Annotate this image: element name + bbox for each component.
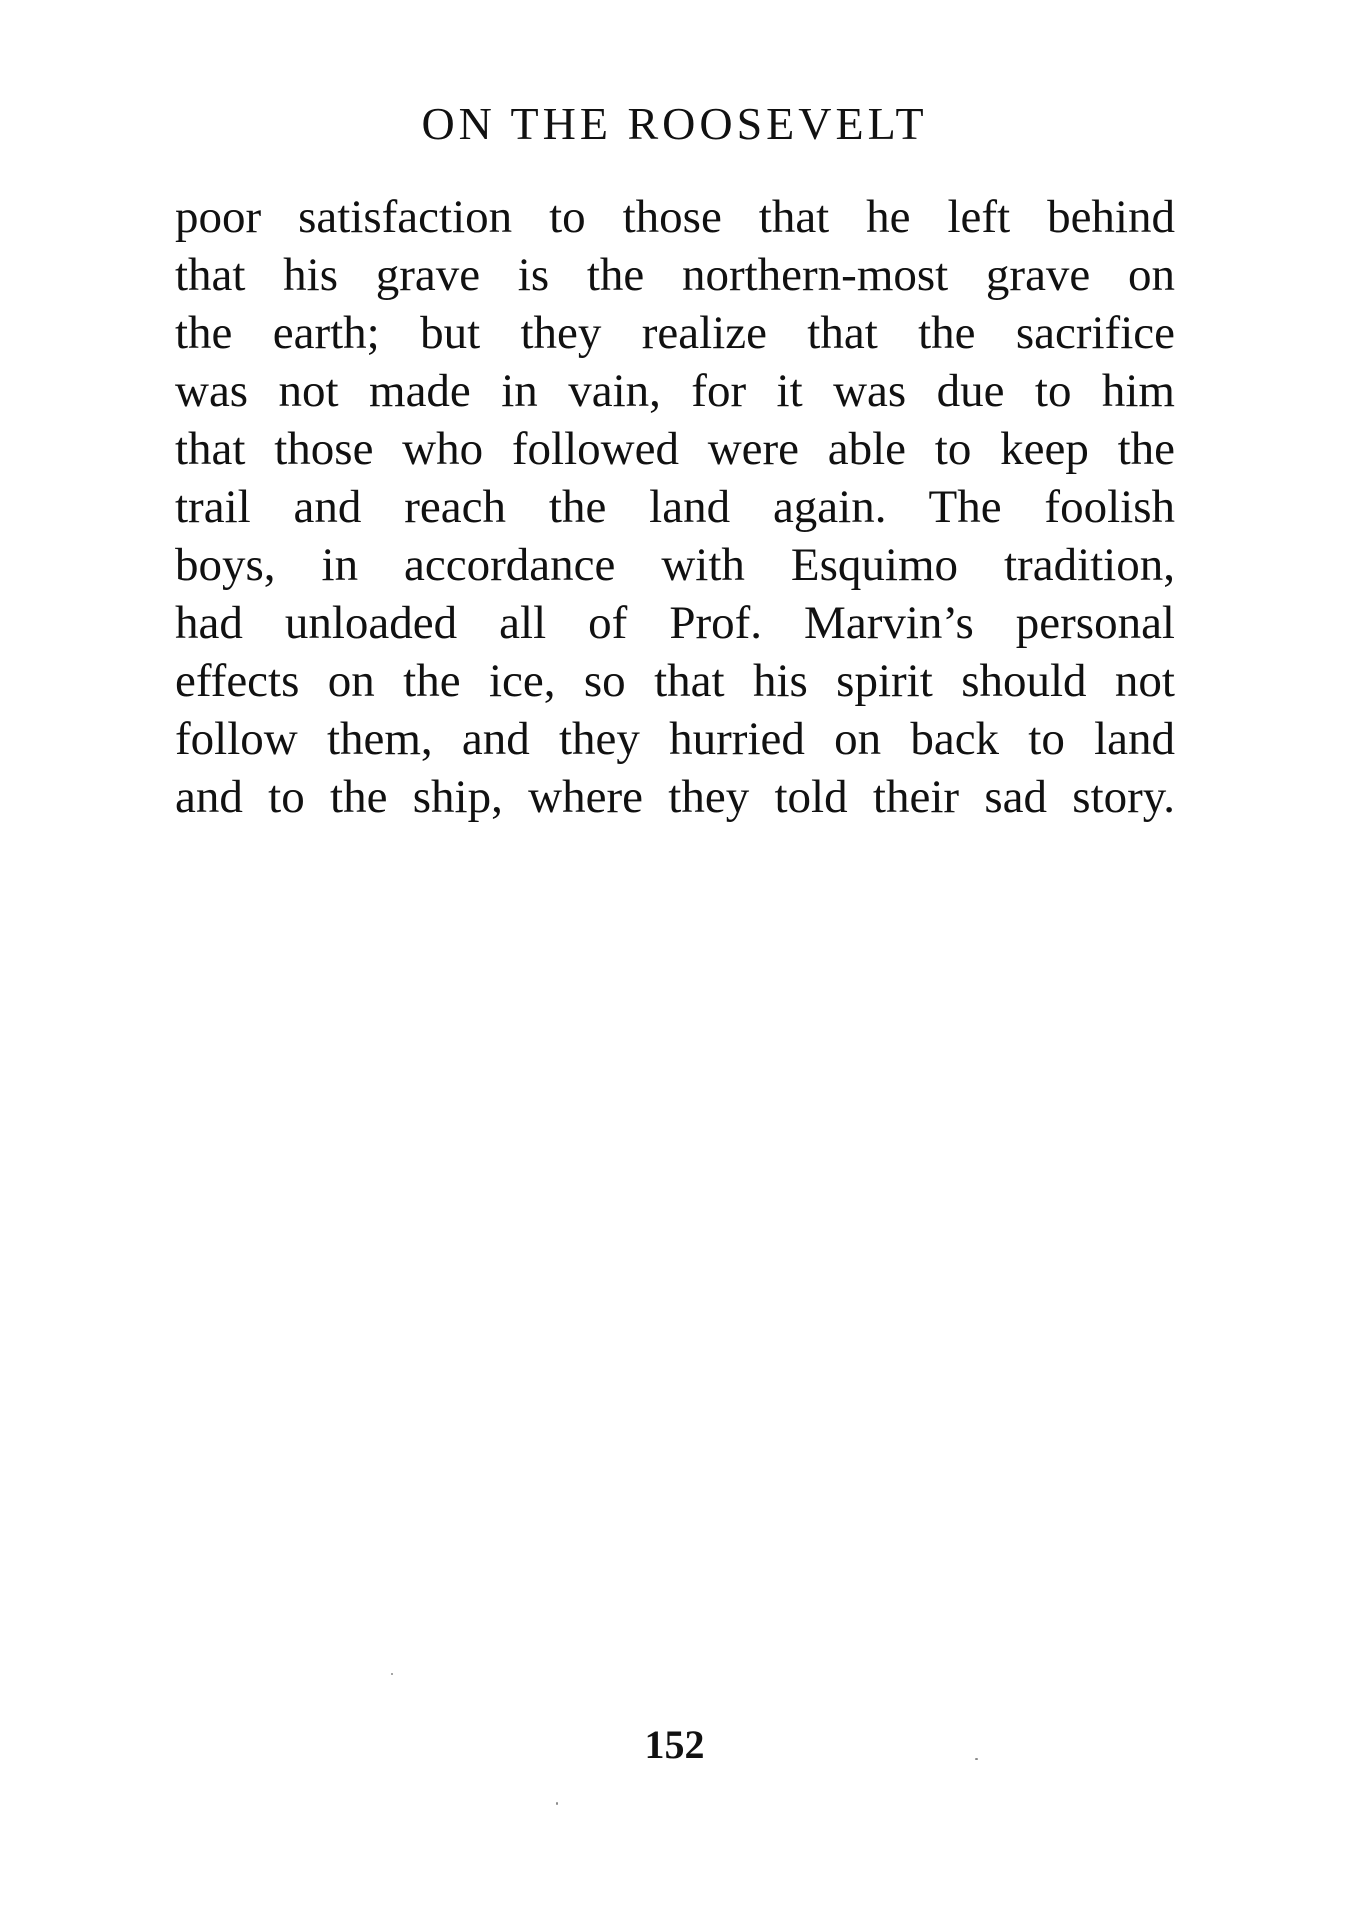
text-line: trail and reach the land again. The foolish (175, 481, 1175, 533)
scan-speck (556, 1802, 558, 1805)
running-head: ON THE ROOSEVELT (421, 98, 928, 149)
text-line: was not made in vain, for it was due to him (175, 365, 1175, 417)
scan-speck (391, 1673, 393, 1675)
page-number: 152 (644, 1722, 705, 1767)
text-line: poor satisfaction to those that he left behind (175, 191, 1175, 243)
text-line: and to the ship, where they told their sad story. (175, 771, 1175, 823)
text-line: that his grave is the northern-most grave on (175, 249, 1175, 301)
text-line: boys, in accordance with Esquimo tradition, (175, 539, 1175, 591)
text-line: effects on the ice, so that his spirit should not (175, 655, 1175, 707)
text-line: follow them, and they hurried on back to land (175, 713, 1175, 765)
body-paragraph (175, 188, 1175, 826)
text-line: the earth; but they realize that the sacrifice (175, 307, 1175, 359)
text-line: that those who followed were able to keep the (175, 423, 1175, 475)
scan-speck (975, 1758, 978, 1760)
text-line: had unloaded all of Prof. Marvin’s personal (175, 597, 1175, 649)
